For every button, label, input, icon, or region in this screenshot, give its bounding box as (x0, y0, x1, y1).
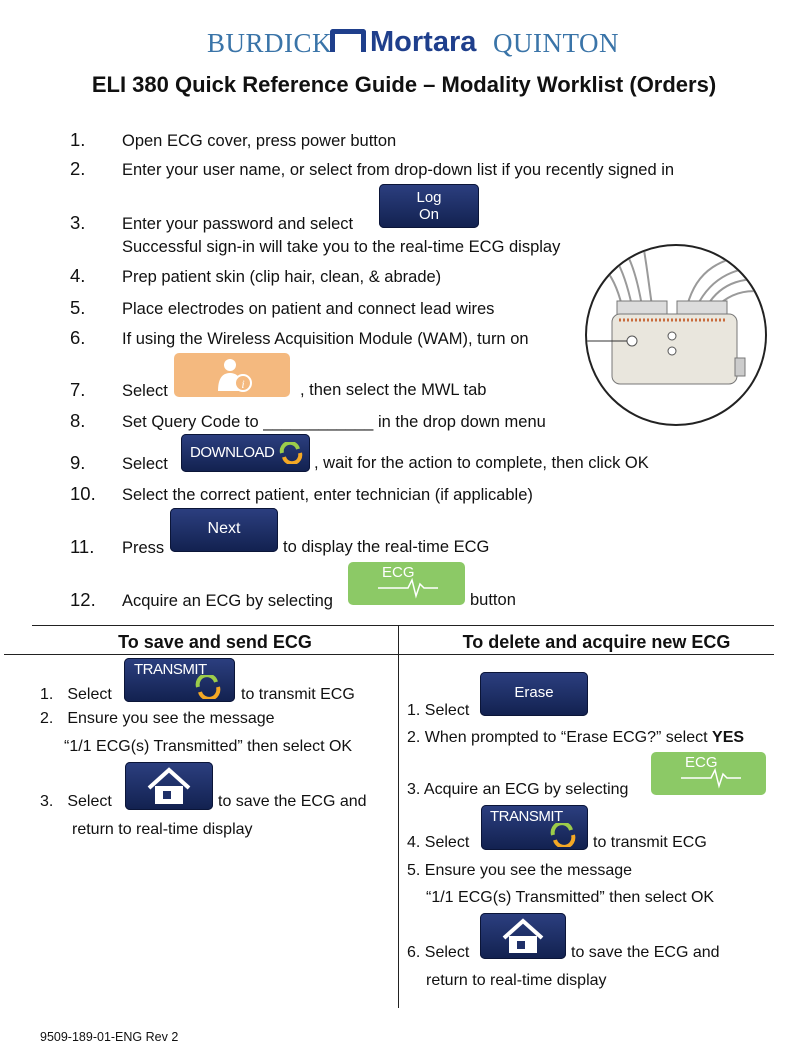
step-3 (70, 211, 353, 235)
item-text: Select (424, 702, 470, 719)
step-11 (70, 535, 164, 559)
right-item-5 (407, 860, 632, 882)
left-item-1-suffix: to transmit ECG (241, 686, 355, 703)
step-number: 11. (70, 536, 95, 557)
ecg-button[interactable] (651, 752, 766, 795)
step-number: 5. (70, 297, 86, 318)
step-text: Enter your user name, or select from drop-down list if you recently signed in (122, 161, 675, 179)
svg-text:i: i (241, 377, 245, 391)
step-6 (70, 326, 529, 350)
section-header-divider (4, 654, 774, 655)
item-text: Select (67, 793, 112, 810)
ecg-wave-icon (348, 562, 465, 605)
page-title: ELI 380 Quick Reference Guide – Modality Worklist (Orders) (91, 72, 717, 97)
step-10 (70, 482, 533, 506)
item-text: When prompted to “Erase ECG?” select (424, 729, 708, 746)
transmit-label: TRANSMIT (490, 808, 563, 825)
transmit-button[interactable] (124, 658, 235, 702)
item-number: 5. (407, 862, 421, 879)
item-text: Select (424, 834, 470, 851)
log-on-line2: On (418, 206, 439, 223)
item-number: 3. (40, 793, 54, 810)
step-text: Open ECG cover, press power button (122, 132, 397, 150)
left-item-1 (40, 684, 112, 706)
download-button[interactable] (181, 434, 310, 472)
step-number: 6. (70, 327, 86, 348)
step-number: 4. (70, 265, 86, 286)
save-send-heading: To save and send ECG (118, 632, 312, 652)
item-number: 6. (407, 944, 421, 961)
item-number: 4. (407, 834, 421, 851)
log-on-line1: Log (416, 189, 442, 206)
step-12-suffix: button (470, 591, 516, 609)
left-item-3-suffix: to save the ECG and (218, 793, 367, 810)
step-text: Select (122, 382, 168, 400)
transmit-button[interactable] (481, 805, 588, 850)
yes-text: YES (712, 729, 745, 746)
step-number: 3. (70, 212, 86, 233)
step-9-suffix: , wait for the action to complete, then click OK (314, 454, 649, 472)
ecg-label: ECG (685, 754, 718, 771)
erase-button[interactable]: Erase (480, 672, 588, 716)
brand-logos (0, 14, 808, 64)
wam-device-illustration (585, 244, 767, 426)
item-text: Select (424, 944, 470, 961)
step-number: 8. (70, 410, 86, 431)
step-text: Acquire an ECG by selecting (122, 592, 333, 610)
right-item-2 (407, 727, 744, 749)
delete-acquire-heading: To delete and acquire new ECG (462, 632, 731, 652)
item-number: 1. (40, 686, 54, 703)
step-number: 10. (70, 483, 96, 504)
step-12 (70, 588, 333, 612)
step-8 (70, 409, 546, 433)
step-text: Enter your password and select (122, 215, 354, 233)
step-7-suffix: , then select the MWL tab (300, 381, 487, 399)
document-number: 9509-189-01-ENG Rev 2 (40, 1030, 179, 1044)
ecg-button[interactable] (348, 562, 465, 605)
step-text: Prep patient skin (clip hair, clean, & abrade) (122, 268, 442, 286)
step-text: Select the correct patient, enter technician (if applicable) (122, 486, 533, 504)
right-item-1 (407, 700, 469, 722)
home-icon (125, 762, 213, 810)
quinton-logo: QUINTON (493, 28, 619, 58)
step-number: 2. (70, 158, 86, 179)
patient-info-button[interactable] (174, 353, 290, 397)
step-text: Place electrodes on patient and connect lead wires (122, 300, 495, 318)
log-on-button[interactable] (379, 184, 479, 228)
home-button[interactable] (480, 913, 566, 959)
transmit-label: TRANSMIT (134, 661, 207, 678)
item-number: 1. (407, 702, 421, 719)
right-item-6 (407, 942, 469, 964)
home-icon (480, 913, 566, 959)
right-item-6-suffix: to save the ECG and (571, 944, 720, 961)
step-text: If using the Wireless Acquisition Module (WAM), turn on (122, 330, 529, 348)
item-number: 3. (407, 781, 421, 798)
patient-info-icon (174, 353, 290, 397)
step-3-note: Successful sign-in will take you to the real-time ECG display (122, 238, 561, 256)
step-text: Select (122, 455, 168, 473)
step-1 (70, 128, 396, 152)
right-item-4-suffix: to transmit ECG (593, 834, 707, 851)
download-label: DOWNLOAD (190, 444, 275, 461)
mortara-mark-icon (330, 29, 366, 52)
step-4 (70, 264, 441, 288)
step-9 (70, 451, 168, 475)
burdick-logo: BURDICK (207, 28, 333, 58)
refresh-icon (549, 823, 577, 847)
step-number: 9. (70, 452, 86, 473)
item-text: Select (67, 686, 112, 703)
step-number: 7. (70, 379, 86, 400)
mortara-logo (330, 26, 476, 59)
step-7 (70, 378, 168, 402)
next-button[interactable]: Next (170, 508, 278, 552)
right-item-4 (407, 832, 469, 854)
step-number: 1. (70, 129, 86, 150)
left-item-3 (40, 791, 112, 813)
step-5 (70, 296, 494, 320)
item-text: Ensure you see the message (424, 862, 633, 879)
step-11-suffix: to display the real-time ECG (283, 538, 490, 556)
item-number: 2. (40, 710, 54, 727)
left-item-2 (40, 708, 275, 730)
item-text: Acquire an ECG by selecting (423, 781, 629, 798)
step-text: Press (122, 539, 165, 557)
right-item-3 (407, 779, 628, 801)
step-text: Set Query Code to ____________ in the drop down menu (122, 413, 546, 431)
home-button[interactable] (125, 762, 213, 810)
item-number: 2. (407, 729, 421, 746)
ecg-wave-icon (651, 752, 766, 795)
wam-device-icon (587, 246, 765, 424)
refresh-icon (194, 675, 222, 699)
step-2 (70, 157, 674, 181)
ecg-label: ECG (382, 564, 415, 581)
right-item-6-cont: return to real-time display (426, 972, 607, 989)
step-number: 12. (70, 589, 96, 610)
section-top-divider (32, 625, 774, 626)
mortara-logo-text: Mortara (370, 26, 477, 58)
left-item-3-cont: return to real-time display (72, 821, 253, 838)
left-item-2-cont: “1/1 ECG(s) Transmitted” then select OK (64, 738, 353, 755)
section-column-divider (398, 625, 399, 1008)
right-item-5-cont: “1/1 ECG(s) Transmitted” then select OK (426, 889, 715, 906)
item-text: Ensure you see the message (67, 710, 275, 727)
refresh-icon (278, 442, 304, 464)
